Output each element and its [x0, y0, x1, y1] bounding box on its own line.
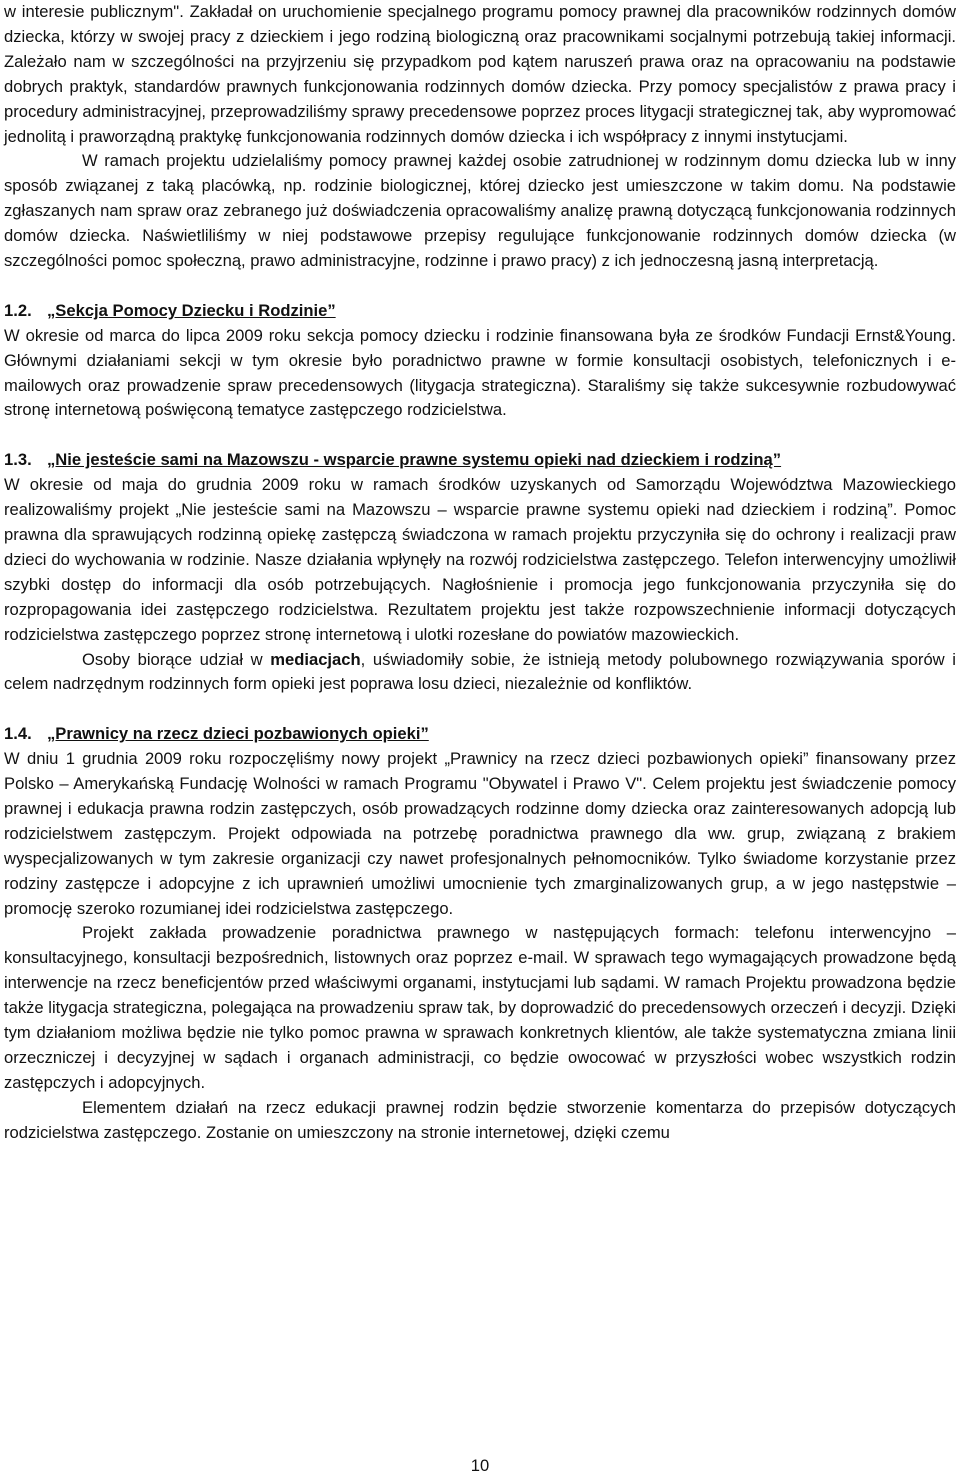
section-1-4-paragraph-2: Projekt zakłada prowadzenie poradnictwa prawnego w następujących formach: telefonu interwencyjno – konsultacyjnego, konsultacji bezpośrednich, listownych oraz poprzez e-mail. W sprawach tego wymagających prowadzone będą interwencje na rzecz beneficjentów przed właściwymi organami, instytucjami lub sądami. W ramach Projektu prowadzona będzie także litygacja strategiczna, polegająca na prowadzeniu spraw tak, by doprowadzić do precedensowych orzeczeń i decyzji. Dzięki tym działaniom możliwa będzie nie tylko pomoc prawna w sprawach konkretnych klientów, ale także systematyczna zmiana linii orzeczniczej i decyzyjnej w sądach i organach administracji, co będzie owocować w przyszłości wobec wszystkich rodzin zastępczych i adopcyjnych. — [4, 923, 956, 1092]
section-gap — [4, 697, 956, 722]
page-number: 10 — [470, 1456, 490, 1475]
page-content — [4, 0, 956, 1146]
section-heading-1-4 — [4, 722, 956, 747]
section-number: 1.4. — [4, 724, 32, 744]
section-title: „Sekcja Pomocy Dziecku i Rodzinie” — [47, 300, 336, 320]
section-1-3-paragraph-1: W okresie od maja do grudnia 2009 roku w ramach środków uzyskanych od Samorządu Województwa Mazowieckiego realizowaliśmy projekt „Nie jesteście sami na Mazowszu – wsparcie prawne systemu opieki nad dzieckiem i rodziną”. Pomoc prawna dla sprawujących rodzinną opiekę zastępczą świadczona w ramach projektu przyczyniła się do ochrony i realizacji praw dzieci do wychowania w rodzinie. Nasze działania wpłynęły na rozwój rodzicielstwa zastępczego. Telefon interwencyjny umożliwił szybki dostęp do informacji dla osób potrzebujących. Nagłośnienie i promocja jego funkcjonowania przyczyniła się do rozpropagowania idei zastępczego rodzicielstwa. Rezultatem projektu jest także rozpowszechnienie informacji dotyczących rodzicielstwa zastępczego poprzez stronę internetową i ulotki rozesłane do powiatów mazowieckich. — [4, 475, 956, 644]
section-gap — [4, 423, 956, 448]
intro-paragraph-2: W ramach projektu udzielaliśmy pomocy prawnej każdej osobie zatrudnionej w rodzinnym domu dziecka lub w inny sposób związanej z taką placówką, np. rodzinie biologicznej, której dziecko jest umieszczone w takim domu. Na podstawie zgłaszanych nam spraw oraz zebranego już doświadczenia opracowaliśmy analizę prawną dotyczącą funkcjonowania rodzinnych domów dziecka. Naświetliliśmy w niej podstawowe przepisy regulujące funkcjonowanie rodzinnych domów dziecka (w szczególności pomoc społeczną, prawo administracyjne, rodzinne i prawo pracy) z ich jednoczesną jasną interpretacją. — [4, 151, 956, 271]
section-number: 1.2. — [4, 300, 32, 320]
section-1-2-paragraph-1: W okresie od marca do lipca 2009 roku sekcja pomocy dziecku i rodzinie finansowana była ze środków Fundacji Ernst&Young. Głównymi działaniami sekcji w tym okresie było poradnictwo prawne w formie konsultacji osobistych, telefonicznych i e-mailowych oraz prowadzenie spraw precedensowych (litygacja strategiczna). Staraliśmy się także sukcesywnie rozbudowywać stronę internetową poświęconą tematyce zastępczego rodzicielstwa. — [4, 325, 956, 420]
section-heading-1-3 — [4, 448, 956, 473]
paragraph-text: , uświadomiły sobie, że istnieją metody polubownego rozwiązywania sporów i celem nadrzędnym rodzinnych form opieki jest poprawa losu dzieci, niezależnie od konfliktów. — [4, 649, 956, 694]
section-title: „Nie jesteście sami na Mazowszu - wsparcie prawne systemu opieki nad dzieckiem i rodziną” — [47, 450, 782, 470]
paragraph-text: Osoby biorące udział w — [82, 649, 271, 669]
intro-paragraph-1: w interesie publicznym". Zakładał on uruchomienie specjalnego programu pomocy prawnej dla pracowników rodzinnych domów dziecka, którzy w swojej pracy z dzieckiem i jego rodziną biologiczną oraz pracownikami socjalnymi potrzebują takiej informacji. Zależało nam w szczególności na przyjrzeniu się przypadkom pod kątem naruszeń prawa oraz na opracowaniu na podstawie dobrych praktyk, standardów prawnych funkcjonowania rodzinnych domów dziecka. Przy pomocy specjalistów z prawa pracy i procedury administracyjnej, przeprowadziliśmy sprawy precedensowe poprzez proces litygacji strategicznej tak, aby wypromować jednolitą i praworządną praktykę funkcjonowania rodzinnych domów dziecka i ich współpracy z innymi instytucjami. — [4, 2, 956, 146]
section-1-4-paragraph-3: Elementem działań na rzecz edukacji prawnej rodzin będzie stworzenie komentarza do przepisów dotyczących rodzicielstwa zastępczego. Zostanie on umieszczony na stronie internetowej, dzięki czemu — [4, 1097, 956, 1142]
section-number: 1.3. — [4, 450, 32, 470]
section-1-4-paragraph-1: W dniu 1 grudnia 2009 roku rozpoczęliśmy nowy projekt „Prawnicy na rzecz dzieci pozbawionych opieki” finansowany przez Polsko – Amerykańską Fundację Wolności w ramach Programu "Obywatel i Prawo V". Celem projektu jest świadczenie pomocy prawnej i edukacja prawna rodzin zastępczych, osób prowadzących rodzinne domy dziecka oraz zainteresowanych adopcją lub rodzicielstwem zastępczym. Projekt odpowiada na potrzebę poradnictwa prawnego dla ww. grup, związaną z brakiem wyspecjalizowanych w tym zakresie organizacji czy nawet profesjonalnych pełnomocników. Tylko świadome korzystanie przez rodziny zastępcze i adopcyjne z ich uprawnień umożliwi umocnienie tych zmarginalizowanych grup, a w jego następstwie – promocję szeroko rozumianej idei rodzicielstwa zastępczego. — [4, 749, 956, 918]
section-gap — [4, 274, 956, 299]
section-title: „Prawnicy na rzecz dzieci pozbawionych opieki” — [47, 724, 429, 744]
section-1-3-paragraph-2 — [4, 648, 956, 698]
section-heading-1-2 — [4, 299, 956, 324]
bold-term-mediacjach: mediacjach — [270, 649, 361, 669]
